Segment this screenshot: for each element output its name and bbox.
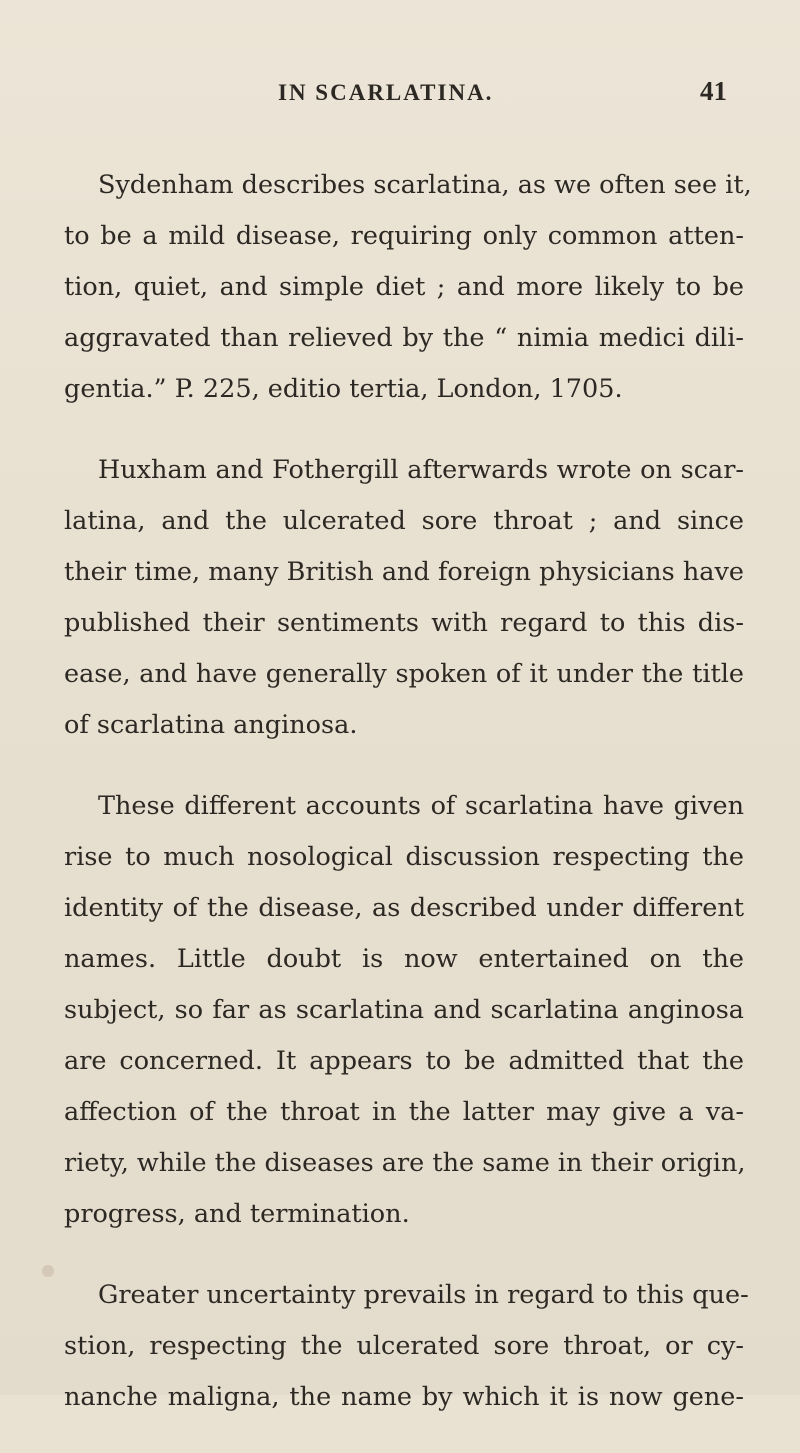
- page-number: 41: [700, 76, 727, 106]
- text-line: are concerned. It appears to be admitted that the: [64, 1046, 744, 1076]
- text-line: their time, many British and foreign physicians have: [64, 557, 744, 587]
- text-line: Sydenham describes scarlatina, as we often see it,: [98, 170, 752, 200]
- text-line: Huxham and Fothergill afterwards wrote on scar-: [98, 455, 744, 485]
- text-line: names. Little doubt is now entertained on the: [64, 944, 744, 974]
- paragraph-huxham: [64, 445, 744, 751]
- text-line: stion, respecting the ulcerated sore throat, or cy-: [64, 1331, 744, 1361]
- text-line: of scarlatina anginosa.: [64, 710, 358, 740]
- text-line: rise to much nosological discussion respecting the: [64, 842, 744, 872]
- running-head: IN SCARLATINA.: [278, 80, 494, 105]
- page-header: [0, 76, 800, 116]
- text-line: identity of the disease, as described under different: [64, 893, 744, 923]
- paper-stain: [42, 1265, 54, 1277]
- text-line: affection of the throat in the latter may give a va-: [64, 1097, 744, 1127]
- paragraph-accounts: [64, 781, 744, 1240]
- text-line: progress, and termination.: [64, 1199, 410, 1229]
- text-line: Greater uncertainty prevails in regard to this que-: [98, 1280, 749, 1310]
- text-line: latina, and the ulcerated sore throat ; and since: [64, 506, 744, 536]
- text-line: published their sentiments with regard to this dis-: [64, 608, 744, 638]
- text-line: to be a mild disease, requiring only common atten-: [64, 221, 744, 251]
- text-line: nanche maligna, the name by which it is now gene-: [64, 1382, 744, 1412]
- paragraph-uncertainty: [64, 1270, 749, 1423]
- text-line: These different accounts of scarlatina have given: [98, 791, 744, 821]
- text-line: subject, so far as scarlatina and scarlatina anginosa: [64, 995, 744, 1025]
- text-line: tion, quiet, and simple diet ; and more likely to be: [64, 272, 744, 302]
- text-line: ease, and have generally spoken of it under the title: [64, 659, 744, 689]
- text-line: aggravated than relieved by the “ nimia medici dili-: [64, 323, 744, 353]
- text-line: riety, while the diseases are the same in their origin,: [64, 1148, 746, 1178]
- paragraph-sydenham: [64, 160, 752, 415]
- body-text: [64, 160, 752, 1453]
- text-line: gentia.” P. 225, editio tertia, London, 1705.: [64, 374, 623, 404]
